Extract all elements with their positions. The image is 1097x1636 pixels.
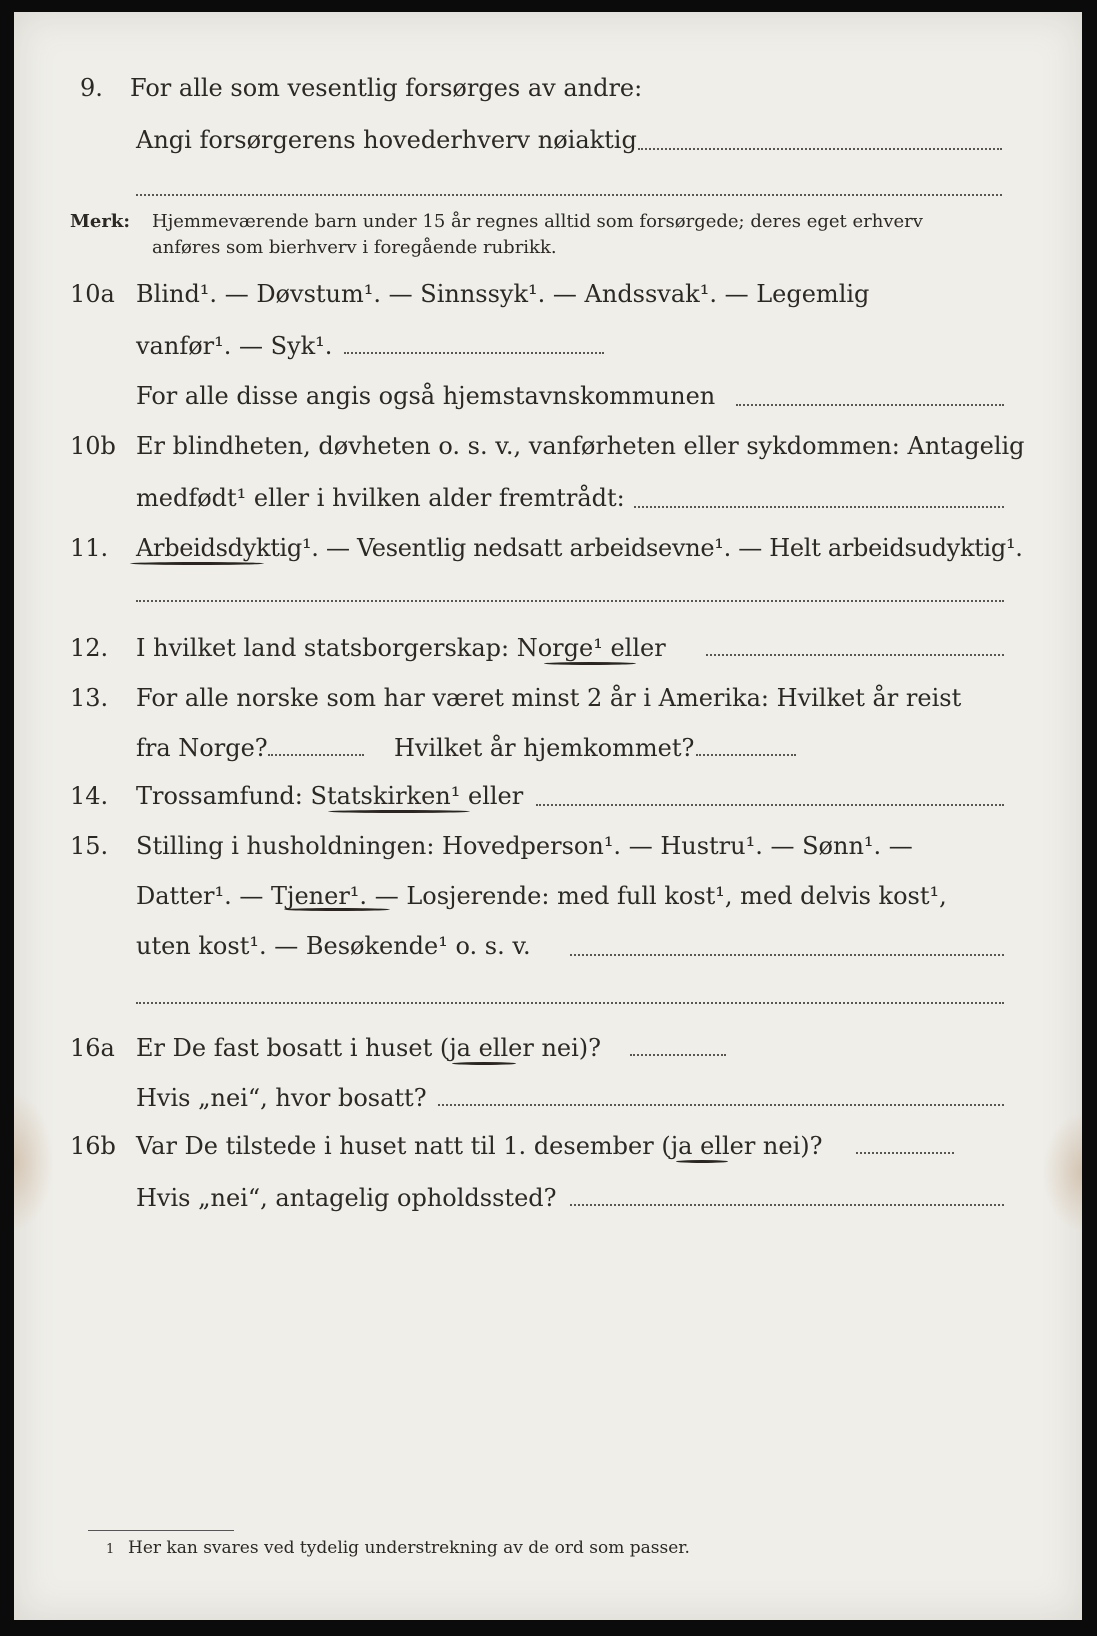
q14-handwritten-underline	[328, 810, 470, 813]
q14-answer-line[interactable]	[536, 804, 1004, 806]
q10a-disabilities: Blind¹. — Døvstum¹. — Sinnssyk¹. — Andssvak¹. — Legemlig	[136, 280, 870, 308]
q13-return-label: Hvilket år hjemkommet?	[394, 734, 695, 762]
q14-number: 14.	[70, 782, 109, 810]
q15-positions-line3: uten kost¹. — Besøkende¹ o. s. v.	[136, 932, 531, 960]
q10b-onset-label: medfødt¹ eller i hvilken alder fremtrådt:	[136, 484, 625, 512]
q9-title: For alle som vesentlig forsørges av andre:	[130, 74, 643, 102]
q10a-municipality-line[interactable]	[736, 404, 1004, 406]
q14-religion: Trossamfund: Statskirken¹ eller	[136, 782, 524, 810]
q16b-handwritten-underline	[676, 1160, 728, 1163]
q16b-present-question: Var De tilstede i huset natt til 1. desember (ja eller nei)?	[136, 1132, 823, 1160]
q15-answer-line[interactable]	[570, 954, 1004, 956]
q10a-number: 10a	[70, 280, 115, 308]
footnote-mark: 1	[106, 1542, 115, 1557]
q15-household-position: Stilling i husholdningen: Hovedperson¹. — Hustru¹. — Sønn¹. —	[136, 832, 913, 860]
q12-citizenship: I hvilket land statsborgerskap: Norge¹ eller	[136, 634, 666, 662]
q16b-number: 16b	[70, 1132, 116, 1160]
q13-number: 13.	[70, 684, 109, 712]
q16a-answer-line[interactable]	[630, 1054, 726, 1056]
q10a-disabled-sick: vanfør¹. — Syk¹.	[136, 332, 333, 360]
q16a-handwritten-underline	[452, 1062, 516, 1065]
q11-handwritten-underline	[130, 562, 264, 565]
q16b-whereabouts-label: Hvis „nei“, antagelig opholdssted?	[136, 1184, 557, 1212]
q16a-residence-label: Hvis „nei“, hvor bosatt?	[136, 1084, 427, 1112]
q10b-answer-line[interactable]	[634, 506, 1004, 508]
q13-departure-label: fra Norge?	[136, 734, 268, 762]
q15-handwritten-underline	[284, 908, 390, 911]
merk-label: Merk:	[70, 211, 130, 232]
merk-note-line2: anføres som bierhverv i foregående rubrikk.	[152, 237, 557, 258]
q16b-whereabouts-line[interactable]	[570, 1204, 1004, 1206]
q11-answer-line[interactable]	[136, 600, 1004, 602]
q12-handwritten-underline	[544, 662, 636, 665]
q15-number: 15.	[70, 832, 109, 860]
q9-main-occupation-label: Angi forsørgerens hovederhverv nøiaktig	[136, 126, 637, 154]
q15-answer-line-2[interactable]	[136, 1002, 1004, 1004]
q10a-home-municipality-label: For alle disse angis også hjemstavnskommunen	[136, 382, 716, 410]
merk-note-line1: Hjemmeværende barn under 15 år regnes alltid som forsørgede; deres eget erhverv	[152, 211, 923, 232]
q13-return-year-line[interactable]	[696, 754, 796, 756]
q10b-question: Er blindheten, døvheten o. s. v., vanførheten eller sykdommen: Antagelig	[136, 432, 1025, 460]
q10b-number: 10b	[70, 432, 116, 460]
q12-answer-line[interactable]	[706, 654, 1004, 656]
q9-number: 9.	[80, 74, 103, 102]
q11-work-ability: Arbeidsdyktig¹. — Vesentlig nedsatt arbeidsevne¹. — Helt arbeidsudyktig¹.	[136, 534, 1023, 562]
q11-number: 11.	[70, 534, 109, 562]
q16a-number: 16a	[70, 1034, 115, 1062]
paper-stain	[1042, 1112, 1082, 1232]
q16b-answer-line[interactable]	[856, 1152, 954, 1154]
census-form-page	[14, 12, 1082, 1620]
paper-stain	[14, 1092, 54, 1232]
q12-number: 12.	[70, 634, 109, 662]
q13-departure-year-line[interactable]	[268, 754, 364, 756]
q9-answer-line-2[interactable]	[136, 194, 1002, 196]
q16a-residence-line[interactable]	[438, 1104, 1004, 1106]
footnote-rule	[88, 1530, 234, 1531]
q9-answer-line[interactable]	[638, 148, 1002, 150]
q10a-answer-line[interactable]	[344, 352, 604, 354]
q13-america-question: For alle norske som har været minst 2 år i Amerika: Hvilket år reist	[136, 684, 962, 712]
q15-positions-line2: Datter¹. — Tjener¹. — Losjerende: med full kost¹, med delvis kost¹,	[136, 882, 947, 910]
footnote-text: Her kan svares ved tydelig understrekning av de ord som passer.	[128, 1538, 690, 1558]
q16a-resident-question: Er De fast bosatt i huset (ja eller nei)?	[136, 1034, 602, 1062]
